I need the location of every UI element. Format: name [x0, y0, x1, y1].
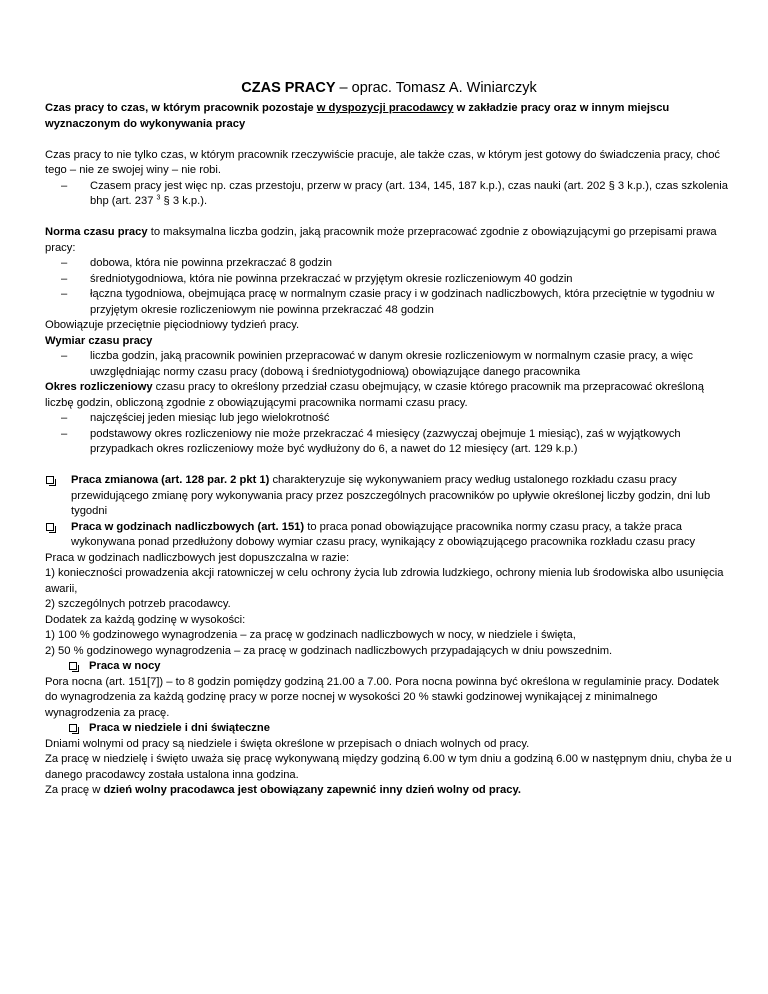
- list-item: – najczęściej jeden miesiąc lub jego wielokrotność: [45, 411, 733, 427]
- definition-underlined: w dyspozycji pracodawcy: [316, 102, 454, 114]
- checkbox-item-zmianowa: Praca zmianowa (art. 128 par. 2 pkt 1) charakteryzuje się wykonywaniem pracy według ustalonego rozkładu czasu pracy przewidującego zmianę pory wykonywania pracy przez poszczególnych pracowników po upływie określonej liczby godzin, dni lub tygodni: [45, 473, 733, 520]
- text-line: Dodatek za każdą godzinę w wysokości:: [45, 613, 246, 626]
- paragraph-czas-pracy: Czas pracy to nie tylko czas, w którym pracownik rzeczywiście pracuje, ale także czas, w którym jest gotowy do świadczenia pracy, choć tego – nie ze swojej winy – nie robi.: [45, 148, 721, 176]
- checkbox-item-niedziele: Praca w niedziele i dni świąteczne: [45, 721, 733, 737]
- checkbox-item-noc: Praca w nocy: [45, 659, 733, 675]
- dash-marker: –: [61, 288, 68, 300]
- paragraph-final: Za pracę w dzień wolny pracodawca jest obowiązany zapewnić inny dzień wolny od pracy.: [45, 784, 522, 796]
- checkbox-square-icon: [69, 724, 77, 732]
- list-item: – średniotygodniowa, która nie powinna przekraczać w przyjętym okresie rozliczeniowym 40 godzin: [45, 272, 733, 288]
- title-author: – oprac. Tomasz A. Winiarczyk: [335, 80, 537, 96]
- dash-marker: –: [61, 257, 68, 269]
- list-item: – łączna tygodniowa, obejmująca pracę w normalnym czasie pracy i w godzinach nadliczbowych, która przeciętnie w tygodniu w przyjętym okresie rozliczeniowym nie powinna przekraczać 48 godzin: [61, 288, 715, 316]
- text-line: 2) szczególnych potrzeb pracodawcy.: [45, 598, 231, 610]
- text-line: Praca w godzinach nadliczbowych jest dopuszczalna w razie:: [45, 551, 350, 564]
- checkbox-square-icon: [69, 662, 77, 670]
- list-item: – liczba godzin, jaką pracownik powinien przepracować w danym okresie rozliczeniowym w normalnym czasie pracy, a więc uwzględniając normy czasu pracy (dobową i średniotygodniową) obowiązujące danego pracownika: [61, 350, 693, 378]
- dash-marker: –: [61, 179, 68, 192]
- title-bold: CZAS PRACY: [241, 80, 336, 96]
- list-item: – Czasem pracy jest więc np. czas przestoju, przerw w pracy (art. 134, 145, 187 k.p.), czas nauki (art. 202 § 3 k.p.), czas szkolenia bhp (art. 237 $^3$ § 3 k.p.).: [61, 179, 728, 207]
- checkbox-square-icon: [46, 476, 54, 484]
- checkbox-square-icon: [46, 523, 54, 531]
- text-line: Za pracę w niedzielę i święto uważa się pracę wykonywaną między godziną 6.00 w tym dniu a godziną 6.00 w następnym dniu, chyba że u danego pracodawcy została ustalona inna godzina.: [45, 753, 732, 781]
- text-line: 1) 100 % godzinowego wynagrodzenia – za pracę w godzinach nadliczbowych w nocy, w niedziele i święta,: [45, 629, 576, 641]
- page-title: [45, 78, 733, 98]
- list-item: – podstawowy okres rozliczeniowy nie może przekraczać 4 miesięcy (zazwyczaj obejmuje 1 miesiąc), zaś w wyjątkowych przypadkach okres rozliczeniowy może być wydłużony do 6, a nawet do 12 miesięcy (art. 129 k.p.): [61, 427, 681, 455]
- dash-marker: –: [61, 350, 68, 362]
- dash-marker: –: [61, 412, 68, 424]
- dash-marker: –: [61, 427, 68, 440]
- list-item: – dobowa, która nie powinna przekraczać 8 godzin: [45, 256, 733, 272]
- heading-wymiar: Wymiar czasu pracy: [45, 334, 153, 347]
- paragraph-norma: Norma czasu pracy to maksymalna liczba godzin, jaką pracownik może przepracować zgodnie z obowiązującymi go przepisami prawa pracy:: [45, 226, 717, 254]
- checkbox-item-nadliczbowe: Praca w godzinach nadliczbowych (art. 151) to praca ponad obowiązujące pracownika normy czasu pracy, a także praca wykonywana ponad przedłużony dobowy wymiar czasu pracy, wynikający z obowiązującego pracownika rozkładu czasu pracy: [45, 520, 733, 551]
- text-line: 1) konieczności prowadzenia akcji ratowniczej w celu ochrony życia lub zdrowia ludzkiego, ochrony mienia lub środowiska albo usunięcia awarii,: [45, 567, 724, 595]
- document-page: [45, 78, 733, 799]
- paragraph-noc: Pora nocna (art. 151[7]) – to 8 godzin pomiędzy godziną 21.00 a 7.00. Pora nocna powinna być określona w regulaminie pracy. Dodatek do wynagrodzenia za każdą godzinę pracy w porze nocnej w wysokości 20 % stawki godzinowej wynikającej z minimalnego wynagrodzenia za pracę.: [45, 675, 719, 719]
- dash-marker: –: [61, 272, 68, 285]
- text-line: Dniami wolnymi od pracy są niedziele i święta określone w przepisach o dniach wolnych od pracy.: [45, 737, 530, 750]
- paragraph-tydzien: Obowiązuje przeciętnie pięciodniowy tydzień pracy.: [45, 319, 300, 331]
- text-line: 2) 50 % godzinowego wynagrodzenia – za pracę w godzinach nadliczbowych przypadających w dniu powszednim.: [45, 644, 613, 657]
- definition: Czas pracy to czas, w którym pracownik pozostaje w dyspozycji pracodawcy w zakładzie pracy oraz w innym miejscu wyznaczonym do wykonywania pracy: [45, 102, 670, 130]
- paragraph-okres: Okres rozliczeniowy czasu pracy to określony przedział czasu obejmujący, w czasie którego pracownik ma przepracować określoną liczbę godzin, obliczoną zgodnie z obowiązującymi pracownika normami czasu pracy.: [45, 381, 704, 409]
